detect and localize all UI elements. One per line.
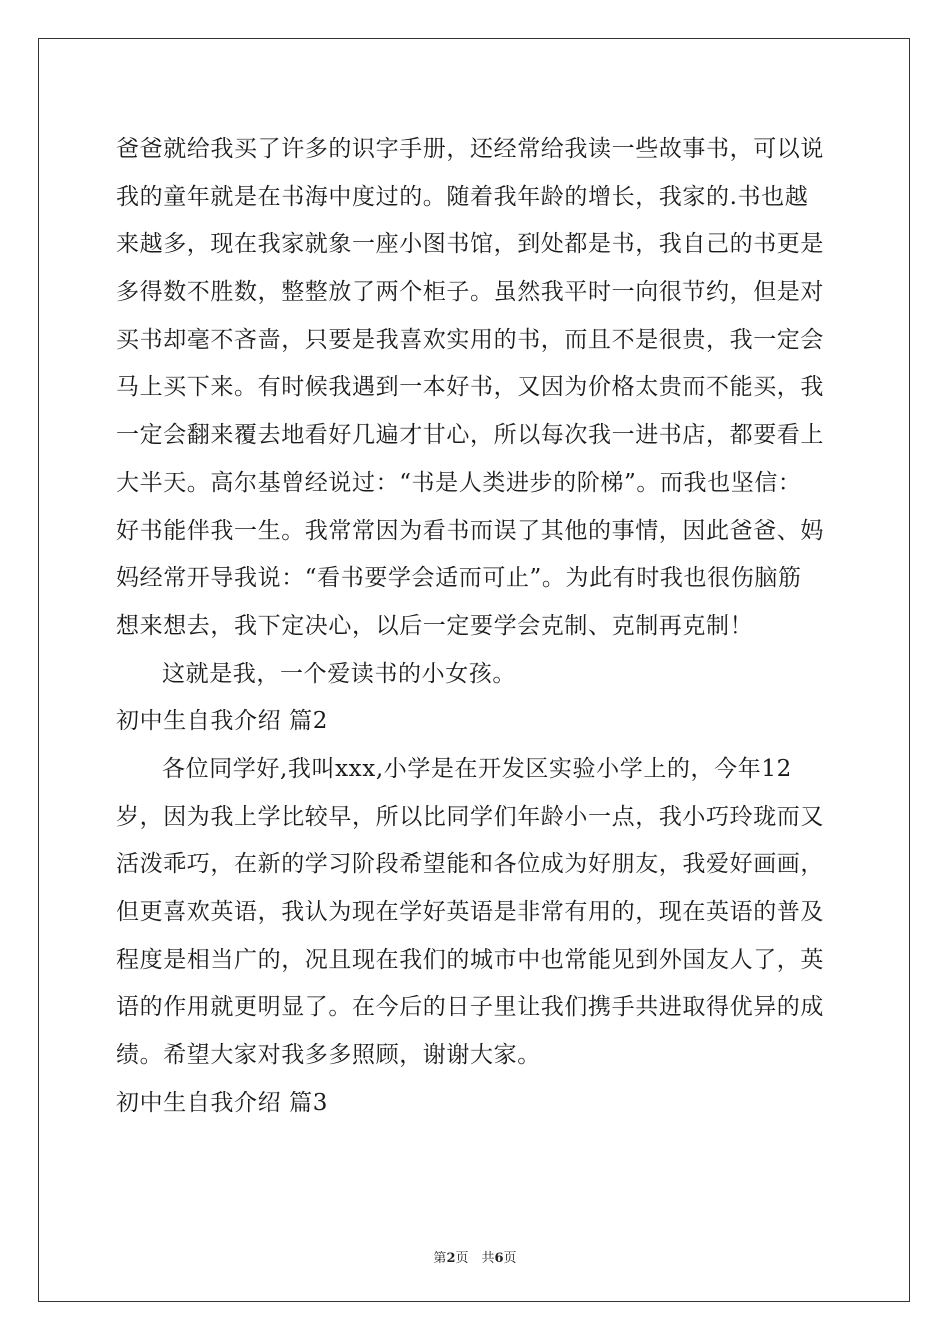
document-body [116,126,836,1127]
paragraph-line: 买书却毫不吝啬，只要是我喜欢实用的书，而且不是很贵，我一定会 [116,326,824,353]
paragraph-line: 程度是相当广的，况且现在我们的城市中也常能见到外国友人了，英 [116,946,824,973]
page-footer [0,1247,950,1266]
page-number-suffix: 页 [503,1251,517,1266]
paragraph-line: 活泼乖巧，在新的学习阶段希望能和各位成为好朋友，我爱好画画， [116,851,824,878]
paragraph-line: 但更喜欢英语，我认为现在学好英语是非常有用的，现在英语的普及 [116,899,824,925]
page-number-prefix: 第 [433,1251,447,1266]
page-number-mid: 页 共 [455,1251,495,1266]
paragraph-line: 语的作用就更明显了。在今后的日子里让我们携手共进取得优异的成 [116,994,824,1021]
section-heading: 初中生自我介绍 篇3 [116,1089,328,1116]
paragraph-line: 多得数不胜数，整整放了两个柜子。虽然我平时一向很节约，但是对 [116,279,824,306]
paragraph-line: 岁，因为我上学比较早，所以比同学们年龄小一点，我小巧玲珑而又 [116,803,824,830]
paragraph-line: 好书能伴我一生。我常常因为看书而误了其他的事情，因此爸爸、妈 [116,517,824,544]
page-current: 2 [446,1251,456,1266]
paragraph-line: 一定会翻来覆去地看好几遍才甘心，所以每次我一进书店，都要看上 [116,422,824,449]
section-heading: 初中生自我介绍 篇2 [116,708,328,735]
paragraph-line: 大半天。高尔基曾经说过：“书是人类进步的阶梯”。而我也坚信： [116,469,802,496]
paragraph-line: 妈经常开导我说：“看书要学会适而可止”。为此有时我也很伤脑筋 [116,565,802,592]
page-total: 6 [494,1251,504,1266]
paragraph-line: 来越多，现在我家就象一座小图书馆，到处都是书，我自己的书更是 [116,231,824,258]
paragraph-line: 马上买下来。有时候我遇到一本好书，又因为价格太贵而不能买，我 [116,374,824,401]
paragraph-line: 这就是我，一个爱读书的小女孩。 [162,660,516,687]
paragraph-line: 各位同学好,我叫xxx,小学是在开发区实验小学上的，今年12 [162,755,792,782]
paragraph-line: 爸爸就给我买了许多的识字手册，还经常给我读一些故事书，可以说 [116,136,824,162]
paragraph-line: 想来想去，我下定决心，以后一定要学会克制、克制再克制！ [116,612,754,639]
paragraph-line: 绩。希望大家对我多多照顾，谢谢大家。 [116,1042,541,1069]
paragraph-line: 我的童年就是在书海中度过的。随着我年龄的增长，我家的.书也越 [116,183,809,210]
